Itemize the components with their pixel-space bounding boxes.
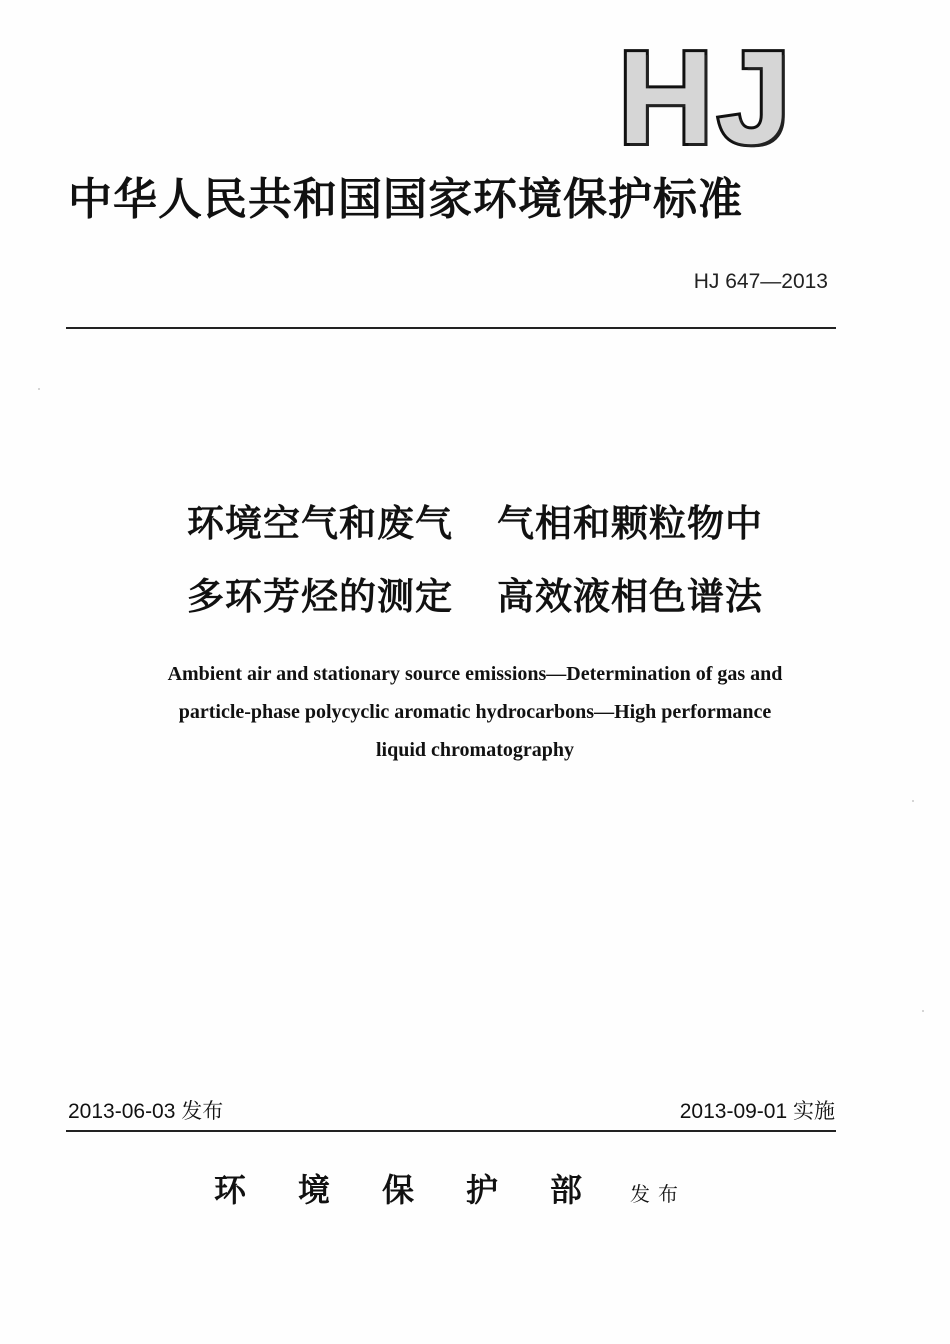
chinese-title-line-1-part-1: 环境空气和废气 xyxy=(187,502,453,545)
chinese-title-line-1-part-2: 气相和颗粒物中 xyxy=(497,502,763,545)
effective-date: 2013-09-01 实施 xyxy=(679,1100,835,1123)
chinese-title-line-2 xyxy=(0,575,950,618)
chinese-title xyxy=(0,502,950,618)
standard-number: HJ 647—2013 xyxy=(693,270,828,293)
scan-speck xyxy=(38,388,40,390)
top-divider xyxy=(66,327,836,329)
publisher-char-5: 部 xyxy=(550,1171,583,1209)
publisher-char-1: 环 xyxy=(214,1171,247,1209)
issue-date: 2013-06-03 发布 xyxy=(68,1100,224,1123)
publisher-char-3: 保 xyxy=(382,1171,415,1209)
bottom-divider xyxy=(66,1130,836,1132)
english-title xyxy=(0,655,950,769)
chinese-title-line-1 xyxy=(0,502,950,545)
scan-speck xyxy=(922,1010,924,1012)
hj-logo-text: HJ xyxy=(618,24,795,171)
publisher xyxy=(214,1170,686,1214)
publisher-char-4: 护 xyxy=(466,1171,499,1209)
standard-category-title: 中华人民共和国国家环境保护标准 xyxy=(68,174,743,225)
publisher-char-2: 境 xyxy=(298,1171,331,1209)
english-title-line-1: Ambient air and stationary source emissions—Determination of gas and xyxy=(167,663,783,685)
chinese-title-line-2-part-2: 高效液相色谱法 xyxy=(497,575,763,618)
scan-speck xyxy=(912,800,914,802)
english-title-line-2: particle-phase polycyclic aromatic hydrocarbons—High performance xyxy=(178,701,772,723)
english-title-line-3: liquid chromatography xyxy=(376,739,574,761)
hj-logo xyxy=(618,24,818,171)
publisher-suffix: 发布 xyxy=(630,1182,686,1206)
chinese-title-line-2-part-1: 多环芳烃的测定 xyxy=(187,575,453,618)
